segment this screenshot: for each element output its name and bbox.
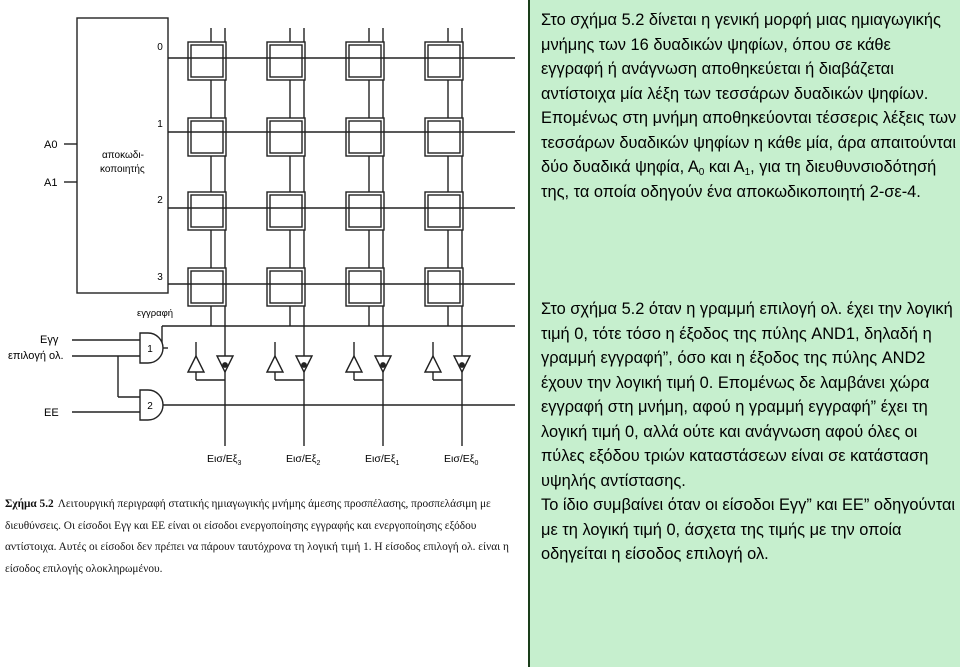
memory-cell-inner	[191, 195, 223, 227]
label-a0: A0	[44, 139, 58, 151]
memory-cell-inner	[349, 195, 381, 227]
io-label-subscript: 3	[237, 460, 242, 467]
decoder-label-line1: αποκωδι-	[102, 150, 144, 161]
memory-cell-inner	[349, 121, 381, 153]
decoder-output-label-3: 3	[157, 272, 163, 283]
label-ee: EE	[44, 407, 59, 419]
input-buffer-icon	[188, 356, 204, 372]
io-label-subscript: 0	[474, 460, 479, 467]
memory-cell-inner	[191, 45, 223, 77]
label-egg: Εγγ	[40, 334, 59, 346]
decoder-label-line2: κοποιητής	[100, 164, 145, 175]
input-buffer-icon	[425, 356, 441, 372]
text-panel	[528, 0, 960, 667]
io-label-subscript: 2	[316, 460, 321, 467]
memory-grid	[188, 28, 463, 446]
label-epilogi: επιλογή ολ.	[8, 350, 64, 362]
output-buffer-dot	[381, 363, 385, 367]
memory-cell-inner	[428, 45, 460, 77]
caption-text: Λειτουργική περιγραφή στατικής ημιαγωγικής μνήμης άμεσης προσπέλασης, προσπελάσιμη με διευθύνσεις. Οι είσοδοι Εγγ και ΕΕ είναι οι είσοδοι ενεργοποίησης εγγραφής και ενεργοποίησης εξόδου αντίστοιχα. Αυτές οι είσοδοι δεν πρέπει να πάρουν ταυτόχρονα τη λογική τιμή 1. Η είσοδος επιλογή ολ. είναι η είσοδος επιλογής ολοκληρωμένου.	[5, 498, 509, 575]
caption-label: Σχήμα 5.2	[5, 498, 54, 510]
memory-cell-inner	[270, 195, 302, 227]
memory-cell-inner	[349, 271, 381, 303]
memory-cell-inner	[428, 271, 460, 303]
decoder-output-label-1: 1	[157, 119, 163, 130]
and-gate-1-label: 1	[147, 344, 153, 355]
io-label-3: Εισ/$E\xi_3$	[207, 453, 242, 467]
memory-cell-inner	[349, 45, 381, 77]
input-buffer-icon	[267, 356, 283, 372]
memory-cell-inner	[270, 121, 302, 153]
paragraph-explanation: Στο σχήμα 5.2 όταν η γραμμή επιλογή ολ. έχει την λογική τιμή 0, τότε τόσο η έξοδος της πύλης AND1, δηλαδή η γραμμή εγγραφή”, όσο και η έξοδος της πύλης AND2 έχουν την λογική τιμή 0. Επομένως δε λαμβάνει χώρα εγγραφή στη μνήμη, αφού η γραμμή εγγραφή” έχει τη λογική τιμή 0, αλλά ούτε και ανάγνωση αφού όλες οι πύλες εξόδου τριών καταστάσεων είναι σε κατάσταση υψηλής αντίστασης. Το ίδιο συμβαίνει όταν οι είσοδοι Εγγ” και ΕΕ” οδηγούνται με τη λογική τιμή 0, άσχετα της τιμής με την οποία οδηγείται η είσοδος επιλογή ολ.	[541, 300, 956, 563]
decoder-output-label-0: 0	[157, 42, 163, 53]
output-buffer-dot	[223, 363, 227, 367]
io-label-0: Εισ/$E\xi_0$	[444, 453, 479, 467]
paragraph-intro-part2: και Α	[704, 158, 745, 176]
io-label-1: Εισ/$E\xi_1$	[365, 453, 400, 467]
decoder-output-label-2: 2	[157, 195, 163, 206]
subscript-a1: 1	[744, 167, 751, 178]
label-a1: A1	[44, 177, 58, 189]
input-buffer-icon	[346, 356, 362, 372]
output-buffer-dot	[460, 363, 464, 367]
memory-cell-inner	[270, 45, 302, 77]
write-line-label: εγγραφή	[137, 308, 174, 319]
memory-cell-inner	[191, 271, 223, 303]
io-label-2: Εισ/$E\xi_2$	[286, 453, 321, 467]
memory-cell-inner	[270, 271, 302, 303]
io-label-subscript: 1	[395, 460, 400, 467]
memory-diagram	[0, 0, 528, 494]
paragraph-intro	[541, 8, 957, 204]
paragraph-intro-part1: Στο σχήμα 5.2 δίνεται η γενική μορφή μιας ημιαγωγικής μνήμης των 16 δυαδικών ψηφίων, όπου σε κάθε εγγραφή ή ανάγνωση αποθηκεύεται ή διαβάζεται αντίστοιχα μία λέξη των τεσσάρων δυαδικών ψηφίων. Επομένως στη μνήμη αποθηκεύονται τέσσερις λέξεις των τεσσάρων δυαδικών ψηφίων η κάθε μία, άρα απαιτούνται δύο δυαδικά ψηφία, Α	[541, 11, 957, 176]
memory-cell-inner	[428, 195, 460, 227]
memory-cell-inner	[428, 121, 460, 153]
figure-caption	[5, 494, 520, 580]
output-buffer-dot	[302, 363, 306, 367]
subscript-a0: 0	[698, 167, 705, 178]
memory-cell-inner	[191, 121, 223, 153]
and-gate-2-label: 2	[147, 401, 153, 412]
paragraph-intro-part3: , για τη διευθυνσιοδότησή της, τα οποία οδηγούν ένα αποκωδικοποιητή 2-σε-4.	[541, 158, 937, 201]
